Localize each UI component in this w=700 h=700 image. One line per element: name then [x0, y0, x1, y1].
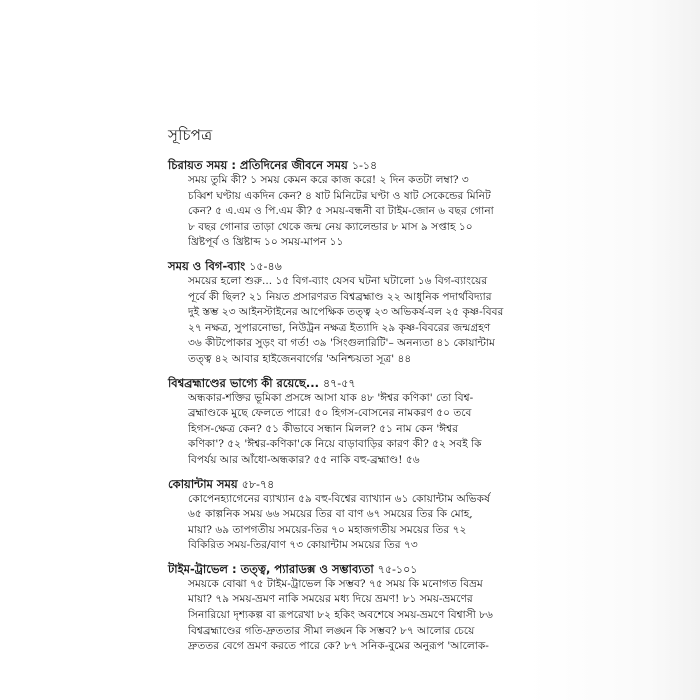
entry-line: মায়া? ৬৯ তাপগতীয় সময়ের-তির ৭০ মহাজগতীয় সময়ের তির ৭২	[188, 523, 467, 536]
entry-line: মায়া? ৭৯ সময়-ভ্রমণ নাকি সময়ের মধ্য দিয়ে ভ্রমণ! ৮১ সময়-ভ্রমণের	[188, 593, 473, 606]
entry-line: অন্ধকার-শক্তির ভূমিকা প্রসঙ্গে আসা যাক ৪৮ 'ঈশ্বর কণিকা' তো বিশ্ব-	[188, 391, 474, 404]
section-entries	[188, 173, 528, 251]
entry-line: কেন? ৫ এ.এম ও পি.এম কী? ৫ সময়-বন্ধনী বা টাইম-জোন ৬ বছর গোনা	[188, 205, 494, 218]
entry-line: ২৭ নক্ষত্র, সুপারনোভা, নিউট্রন নক্ষত্র ইত্যাদি ২৯ কৃষ্ণ-বিবরের জন্মগ্রহণ	[188, 321, 491, 334]
section-heading	[168, 562, 528, 577]
entry-line: ব্রহ্মাণ্ডকে মুছে ফেলতে পারে! ৫০ হিগস-বোসনের নামকরণ ৫০ তবে	[188, 407, 472, 420]
entry-line: দ্রুততর বেগে ভ্রমণ করতে পারে কে? ৮৭ সনিক-বুমের অনুরূপ 'আলোক-	[188, 640, 489, 653]
entry-line: সিনারিয়ো দৃশ্যকল্প বা রূপরেখা ৮২ হকিং অবশেষে সময়-ভ্রমণে বিশ্বাসী ৮৬	[188, 609, 493, 622]
toc-section	[168, 158, 528, 251]
section-title: টাইম-ট্রাভেল : তত্ত্ব, প্যারাডক্স ও সম্ভাব্যতা	[168, 561, 374, 576]
section-page-range: ৪৭-৫৭	[322, 376, 356, 390]
entry-line: বিকিরিত সময়-তির/বাণ ৭৩ কোয়ান্টাম সময়ের তির ৭৩	[188, 539, 418, 552]
section-entries	[188, 274, 528, 368]
entry-line: ৮ বছর গোনার তাড়া থেকে জন্ম নেয় ক্যালেন্ডার ৮ মাস ৯ সপ্তাহ ১০	[188, 220, 473, 233]
page-edge-shadow	[528, 0, 700, 700]
entry-line: সময় তুমি কী? ১ সময় কেমন করে কাজ করে! ২ দিন কতটা লম্বা? ৩	[188, 174, 469, 186]
entry-line: বিশ্বব্রহ্মাণ্ডের গতি-দ্রুততার সীমা লঙ্ঘন কি সম্ভব? ৮৭ আলোর চেয়ে	[188, 624, 475, 637]
toc-page	[168, 124, 528, 663]
section-page-range: ১-১৪	[351, 159, 378, 172]
toc-sections	[168, 158, 528, 655]
toc-section	[168, 477, 528, 554]
section-title: কোয়ান্টাম সময়	[168, 476, 238, 491]
section-heading	[168, 259, 528, 274]
entry-line: খ্রিষ্টপূর্ব ও খ্রিষ্টাব্দ ১০ সময়-মাপন ১১	[188, 236, 344, 249]
entry-line: বিপর্যয় আর আঁধো-অন্ধকার? ৫৫ নাকি বহু-ব্রহ্মাণ্ড! ৫৬	[188, 453, 420, 466]
entry-line: কণিকা'? ৫২ 'ঈশ্বর-কণিকা'কে নিয়ে বাড়াবাড়ির কারণ কী? ৫২ সবই কি	[188, 438, 482, 451]
entry-line: চব্বিশ ঘণ্টায় একদিন কেন? ৪ ষাট মিনিটের ঘণ্টা ও ষাট সেকেন্ডের মিনিট	[188, 189, 491, 202]
section-page-range: ৭৫-১০১	[377, 562, 418, 576]
section-entries	[188, 492, 528, 554]
section-entries	[188, 577, 528, 655]
section-title: বিশ্বব্রহ্মাণ্ডের ভাগ্যে কী রয়েছে...	[168, 375, 319, 390]
entry-line: ৩৬ কীটপোকার সুড়ং বা গর্ত! ৩৯ 'সিংগুলারিটি'– অনন্যতা ৪১ কোয়ান্টাম	[188, 337, 495, 350]
entry-line: তত্ত্ব ৪২ আবার হাইজেনবার্গের 'অনিশ্চয়তা সূত্র' ৪৪	[188, 352, 412, 365]
entry-line: হিগস-ক্ষেত্র কেন? ৫১ কীভাবে সন্ধান মিলল? ৫১ নাম কেন 'ঈশ্বর	[188, 422, 459, 435]
section-title: সময় ও বিগ-ব্যাং	[168, 258, 246, 273]
section-heading	[168, 376, 528, 391]
entry-line: ৬৫ কাল্পনিক সময় ৬৬ সময়ের তির বা বাণ ৬৭ সময়ের তির কি মোহ,	[188, 508, 473, 521]
entry-line: কোপেনহ্যাগেনের ব্যাখ্যান ৫৯ বহু-বিশ্বের ব্যাখ্যান ৬১ কোয়ান্টাম অভিকর্ষ	[188, 492, 490, 505]
toc-section	[168, 562, 528, 655]
section-entries	[188, 391, 528, 469]
toc-section	[168, 376, 528, 469]
toc-title: সূচিপত্র	[168, 126, 213, 144]
entry-line: পূর্বে কী ছিল? ২১ নিয়ত প্রসারণরত বিশ্বব্রহ্মাণ্ড ২২ আধুনিক পদার্থবিদ্যার	[188, 290, 492, 303]
entry-line: সময়ের হলো শুরু... ১৫ বিগ-ব্যাং যেসব ঘটনা ঘটালো ১৬ বিগ-ব্যাংয়ের	[188, 274, 488, 287]
section-page-range: ৫৮-৭৪	[241, 477, 275, 491]
entry-line: সময়কে বোঝা ৭৫ টাইম-ট্রাভেল কি সম্ভব? ৭৫ সময় কি মনোগত বিভ্রম	[188, 577, 483, 590]
section-title: চিরায়ত সময় : প্রতিদিনের জীবনে সময়	[168, 158, 348, 172]
section-heading	[168, 477, 528, 492]
section-page-range: ১৫-৪৬	[249, 259, 282, 273]
section-heading	[168, 158, 528, 173]
toc-section	[168, 259, 528, 368]
entry-line: দুই স্তম্ভ ২৩ আইনস্টাইনের আপেক্ষিক তত্ত্ব ২৩ অভিকর্ষ-বল ২৫ কৃষ্ণ-বিবর	[188, 306, 504, 319]
